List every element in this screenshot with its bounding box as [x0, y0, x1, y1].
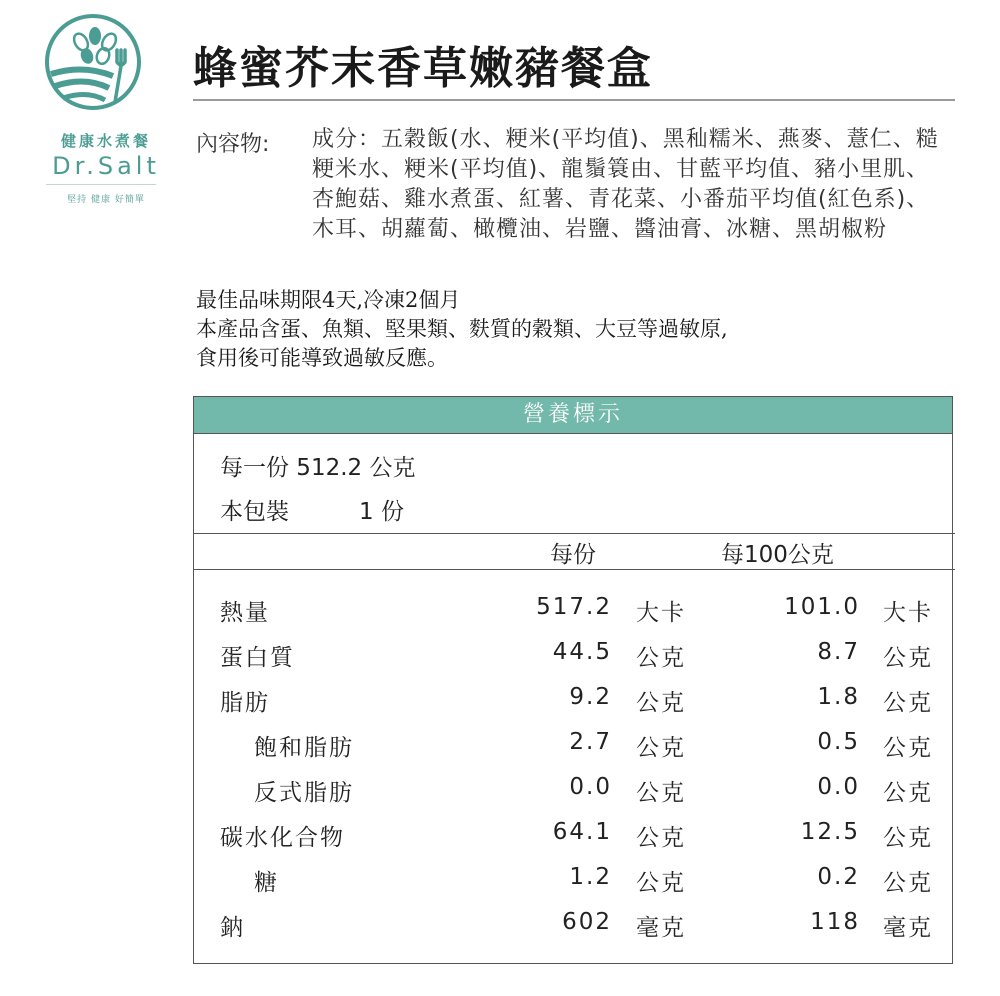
- nutrient-name: 熱量: [220, 600, 270, 626]
- per-100g-unit: 公克: [883, 870, 933, 896]
- nutrient-name: 反式脂肪: [254, 780, 354, 806]
- nutrient-name: 飽和脂肪: [254, 735, 354, 761]
- per-serving-value: 44.5: [552, 639, 612, 665]
- per-100g-value: 101.0: [784, 594, 860, 620]
- per-serving-value: 64.1: [552, 819, 612, 845]
- per-100g-unit: 公克: [883, 690, 933, 716]
- logo-english-name: Dr.Salt: [52, 152, 160, 180]
- nutrient-name: 蛋白質: [220, 645, 295, 671]
- ingredients-text: 成分：五穀飯(水、粳米(平均值)、黑秈糯米、燕麥、薏仁、糙粳米水、粳米(平均值)、龍鬚簑由、甘藍平均值、豬小里肌、杏鮑菇、雞水煮蛋、紅薯、青花菜、小番茄平均值(紅色系)、木耳、胡蘿蔔、橄欖油、岩鹽、醬油膏、冰糖、黑胡椒粉: [312, 127, 939, 242]
- per-100g-value: 12.5: [800, 819, 860, 845]
- per-serving-value: 0.0: [569, 774, 612, 800]
- per-serving-unit: 公克: [636, 735, 686, 761]
- allergen-warning: 食用後可能導致過敏反應。: [196, 346, 448, 370]
- logo-divider: [46, 184, 156, 185]
- product-notes: [196, 286, 728, 373]
- per-100g-unit: 毫克: [883, 915, 933, 941]
- logo-slogan: 堅持 健康 好簡單: [67, 195, 145, 205]
- title-divider: [193, 99, 955, 101]
- col-per-100g: 每100公克: [721, 542, 834, 568]
- nutrition-table: [193, 396, 953, 964]
- col-per-serving: 每份: [550, 542, 596, 568]
- per-100g-unit: 公克: [883, 780, 933, 806]
- ingredients-label: 內容物:: [196, 132, 270, 157]
- per-100g-unit: 大卡: [883, 600, 933, 626]
- allergen-note: 本產品含蛋、魚類、堅果類、麩質的穀類、大豆等過敏原,: [196, 317, 728, 341]
- nutrient-row: [194, 864, 952, 904]
- per-100g-value: 118: [810, 909, 860, 935]
- nutrient-row: [194, 909, 952, 949]
- per-serving-unit: 公克: [636, 780, 686, 806]
- column-header-row: [193, 533, 955, 570]
- per-100g-unit: 公克: [883, 645, 933, 671]
- logo-emblem-icon: [43, 12, 143, 112]
- nutrient-row: [194, 684, 952, 724]
- per-serving-value: 1.2: [569, 864, 612, 890]
- per-serving-unit: 大卡: [636, 600, 686, 626]
- nutrient-row: [194, 819, 952, 859]
- per-100g-value: 1.8: [817, 684, 860, 710]
- per-100g-value: 0.2: [817, 864, 860, 890]
- nutrient-name: 碳水化合物: [220, 825, 345, 851]
- nutrition-header: 營養標示: [194, 397, 952, 434]
- per-100g-unit: 公克: [883, 735, 933, 761]
- nutrient-row: [194, 729, 952, 769]
- package-label: 本包裝: [220, 499, 289, 525]
- per-serving-unit: 公克: [636, 690, 686, 716]
- per-100g-value: 0.0: [817, 774, 860, 800]
- serving-size: 每一份 512.2 公克: [220, 455, 416, 481]
- nutrient-name: 鈉: [220, 915, 245, 941]
- nutrient-row: [194, 774, 952, 814]
- brand-logo: [28, 12, 160, 205]
- per-serving-value: 2.7: [569, 729, 612, 755]
- per-serving-value: 602: [562, 909, 612, 935]
- per-serving-value: 9.2: [569, 684, 612, 710]
- per-100g-unit: 公克: [883, 825, 933, 851]
- nutrient-name: 糖: [254, 870, 279, 896]
- nutrient-row: [194, 639, 952, 679]
- product-title: 蜂蜜芥末香草嫩豬餐盒: [193, 43, 653, 94]
- per-serving-value: 517.2: [536, 594, 612, 620]
- shelf-life-note: 最佳品味期限4天,冷凍2個月: [196, 288, 461, 312]
- package-servings: [220, 493, 404, 526]
- per-100g-value: 0.5: [817, 729, 860, 755]
- per-serving-unit: 公克: [636, 645, 686, 671]
- package-count: 1 份: [359, 499, 404, 525]
- per-serving-unit: 公克: [636, 870, 686, 896]
- nutrient-name: 脂肪: [220, 690, 270, 716]
- per-serving-unit: 公克: [636, 825, 686, 851]
- per-serving-unit: 毫克: [636, 915, 686, 941]
- logo-chinese-name: 健康水煮餐: [60, 132, 151, 150]
- nutrient-row: [194, 594, 952, 634]
- per-100g-value: 8.7: [817, 639, 860, 665]
